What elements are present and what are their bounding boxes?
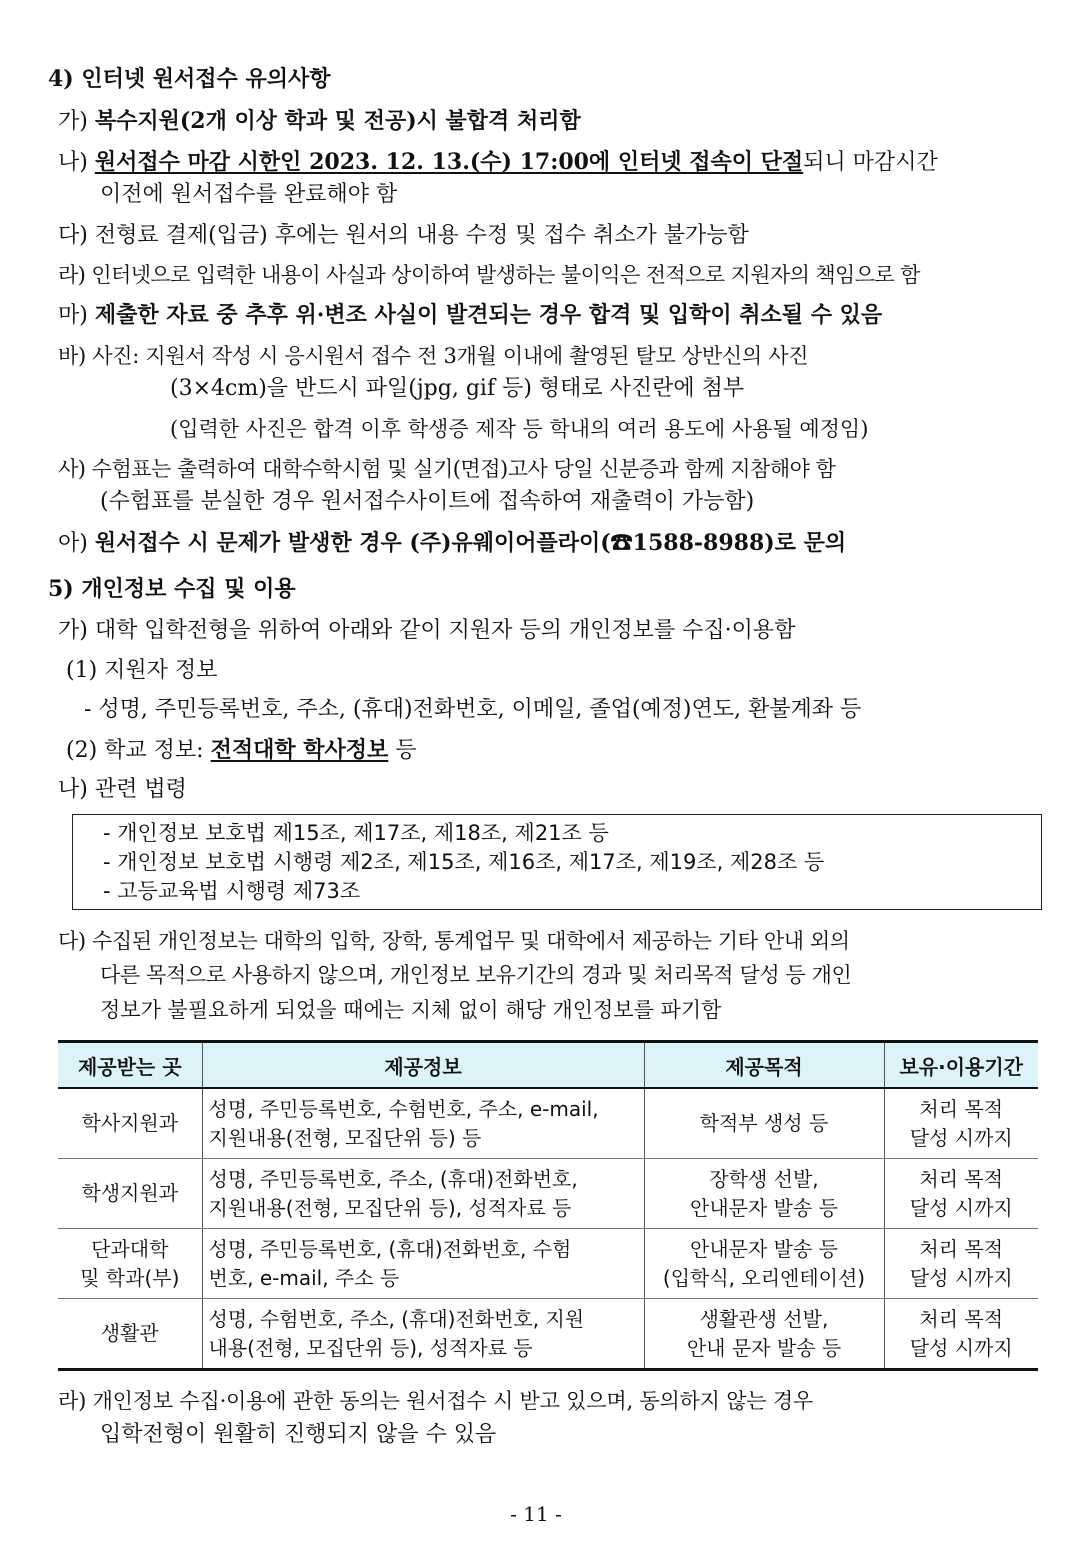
school-info-prefix: (2) 학교 정보: [66, 738, 211, 763]
period-cell [884, 1159, 1038, 1229]
school-info [66, 735, 417, 766]
period-cell [884, 1229, 1038, 1299]
item-text: 수험표는 출력하여 대학수학시험 및 실기(면접)고사 당일 신분증과 함께 지참해야 함 [91, 457, 836, 481]
recipient-cell [58, 1159, 202, 1229]
item-4-ga [58, 106, 581, 137]
item-5-ra [58, 1386, 813, 1416]
cell-line: 및 학과(부) [80, 1265, 180, 1290]
cell-line: 번호, e-mail, 주소 등 [208, 1265, 400, 1290]
item-4-ra [58, 260, 920, 290]
item-text: 복수지원(2개 이상 학과 및 전공)시 불합격 처리함 [94, 108, 581, 134]
cell-line: 성명, 주민등록번호, (휴대)전화번호, 수험 [208, 1236, 572, 1261]
cell-line: 학적부 생성 등 [699, 1111, 829, 1135]
purpose-cell [644, 1159, 884, 1229]
cell-line: 학사지원과 [81, 1111, 179, 1135]
table-row [58, 1229, 1038, 1299]
table-row [58, 1159, 1038, 1229]
related-laws-box [72, 814, 1042, 910]
cell-line: 지원내용(전형, 모집단위 등), 성적자료 등 [208, 1195, 572, 1220]
item-4-sa [58, 454, 835, 484]
cell-line: 성명, 수험번호, 주소, (휴대)전화번호, 지원 [208, 1306, 585, 1331]
item-marker: 나) [58, 150, 88, 175]
table-header-row [58, 1042, 1038, 1089]
table-row [58, 1088, 1038, 1159]
deadline-notice: 원서접수 마감 시한인 2023. 12. 13.(수) 17:00에 인터넷 접속이 단절 [94, 149, 804, 175]
cell-line: 성명, 주민등록번호, 수험번호, 주소, e-mail, [208, 1096, 599, 1121]
item-5-da [58, 926, 850, 956]
item-marker: 가) [58, 109, 88, 134]
item-5-da-line2: 다른 목적으로 사용하지 않으며, 개인정보 보유기간의 경과 및 처리목적 달성 등 개인 [100, 963, 852, 987]
section-4-heading: 4) 인터넷 원서접수 유의사항 [48, 66, 331, 92]
item-text: 원서접수 시 문제가 발생한 경우 (주)유웨이어플라이(☎1588-8988)로 문의 [94, 530, 847, 556]
cell-line: (입학식, 오리엔테이션) [662, 1265, 866, 1290]
column-header: 제공정보 [202, 1042, 644, 1089]
law-item: - 개인정보 보호법 시행령 제2조, 제15조, 제16조, 제17조, 제19조, 제28조 등 [103, 850, 825, 874]
cell-line: 생활관생 선발, [699, 1306, 829, 1331]
recipient-cell [58, 1229, 202, 1299]
cell-line: 처리 목적 [919, 1166, 1004, 1191]
school-info-suffix: 등 [388, 738, 417, 763]
provision-table [58, 1040, 1038, 1371]
item-4-na-line2: 이전에 원서접수를 완료해야 함 [100, 182, 398, 207]
cell-line: 안내 문자 발송 등 [686, 1335, 842, 1360]
info-cell [202, 1299, 644, 1370]
cell-line: 처리 목적 [919, 1306, 1004, 1331]
item-4-ma [58, 300, 882, 331]
applicant-info-title: (1) 지원자 정보 [66, 658, 218, 683]
item-5-na [58, 775, 187, 805]
law-item: - 개인정보 보호법 제15조, 제17조, 제18조, 제21조 등 [103, 821, 609, 845]
recipient-cell [58, 1088, 202, 1159]
item-4-ba-line2: (3×4cm)을 반드시 파일(jpg, gif 등) 형태로 사진란에 첨부 [170, 376, 745, 401]
column-header: 보유·이용기간 [884, 1042, 1038, 1089]
item-text: 되니 마감시간 [803, 150, 938, 175]
cell-line: 안내문자 발송 등 [690, 1236, 838, 1261]
item-text: 대학 입학전형을 위하여 아래와 같이 지원자 등의 개인정보를 수집·이용함 [94, 618, 796, 643]
info-cell [202, 1159, 644, 1229]
cell-line: 성명, 주민등록번호, 주소, (휴대)전화번호, [208, 1166, 578, 1191]
cell-line: 학생지원과 [81, 1181, 179, 1205]
item-text: 사진: 지원서 작성 시 응시원서 접수 전 3개월 이내에 촬영된 탈모 상반신의 사진 [92, 344, 809, 368]
cell-line: 달성 시까지 [909, 1125, 1013, 1150]
item-5-ga [58, 616, 795, 646]
cell-line: 처리 목적 [919, 1236, 1004, 1261]
cell-line: 처리 목적 [919, 1096, 1004, 1121]
item-text: 인터넷으로 입력한 내용이 사실과 상이하여 발생하는 불이익은 전적으로 지원자의 책임으로 함 [91, 263, 920, 287]
purpose-cell [644, 1299, 884, 1370]
item-4-da [58, 221, 749, 251]
section-5-heading: 5) 개인정보 수집 및 이용 [48, 576, 296, 602]
cell-line: 달성 시까지 [909, 1195, 1013, 1220]
table-row [58, 1299, 1038, 1370]
item-text: 관련 법령 [94, 777, 187, 802]
item-4-aa [58, 528, 846, 559]
cell-line: 장학생 선발, [709, 1166, 819, 1191]
cell-line: 달성 시까지 [909, 1335, 1013, 1360]
info-cell [202, 1229, 644, 1299]
applicant-info-items: - 성명, 주민등록번호, 주소, (휴대)전화번호, 이메일, 졸업(예정)연도, 환불계좌 등 [84, 697, 862, 722]
period-cell [884, 1299, 1038, 1370]
item-5-ra-line2: 입학전형이 원활히 진행되지 않을 수 있음 [100, 1422, 497, 1447]
cell-line: 안내문자 발송 등 [690, 1195, 838, 1220]
purpose-cell [644, 1088, 884, 1159]
column-header: 제공받는 곳 [58, 1042, 202, 1089]
item-4-ba [58, 341, 808, 371]
recipient-cell [58, 1299, 202, 1370]
item-marker: 가) [58, 618, 88, 643]
item-text: 전형료 결제(입금) 후에는 원서의 내용 수정 및 접수 취소가 불가능함 [94, 223, 749, 248]
cell-line: 단과대학 [91, 1236, 169, 1261]
info-cell [202, 1088, 644, 1159]
item-4-na [58, 147, 938, 178]
item-marker: 사) [58, 457, 86, 481]
item-marker: 라) [58, 263, 86, 287]
item-marker: 다) [58, 929, 86, 953]
item-marker: 마) [58, 303, 88, 328]
period-cell [884, 1088, 1038, 1159]
column-header: 제공목적 [644, 1042, 884, 1089]
school-info-emphasis: 전적대학 학사정보 [210, 737, 389, 763]
item-5-da-line3: 정보가 불필요하게 되었을 때에는 지체 없이 해당 개인정보를 파기함 [100, 998, 722, 1022]
item-marker: 라) [58, 1389, 87, 1413]
item-marker: 나) [58, 777, 88, 802]
item-text: 개인정보 수집·이용에 관한 동의는 원서접수 시 받고 있으며, 동의하지 않는 경우 [92, 1389, 814, 1413]
item-marker: 다) [58, 223, 88, 248]
purpose-cell [644, 1229, 884, 1299]
item-4-ba-line3: (입력한 사진은 합격 이후 학생증 제작 등 학내의 여러 용도에 사용될 예정임) [170, 417, 869, 441]
cell-line: 지원내용(전형, 모집단위 등) 등 [208, 1125, 482, 1150]
law-item: - 고등교육법 시행령 제73조 [103, 879, 361, 903]
item-marker: 바) [58, 344, 86, 368]
cell-line: 달성 시까지 [909, 1265, 1013, 1290]
page-number: - 11 - [510, 1502, 562, 1526]
item-marker: 아) [58, 531, 88, 556]
item-text: 제출한 자료 중 추후 위·변조 사실이 발견되는 경우 합격 및 입학이 취소될 수 있음 [94, 302, 883, 328]
cell-line: 생활관 [100, 1321, 159, 1345]
item-text: 수집된 개인정보는 대학의 입학, 장학, 통계업무 및 대학에서 제공하는 기타 안내 외의 [91, 929, 850, 953]
item-4-sa-line2: (수험표를 분실한 경우 원서접수사이트에 접속하여 재출력이 가능함) [100, 489, 755, 514]
cell-line: 내용(전형, 모집단위 등), 성적자료 등 [208, 1335, 533, 1360]
